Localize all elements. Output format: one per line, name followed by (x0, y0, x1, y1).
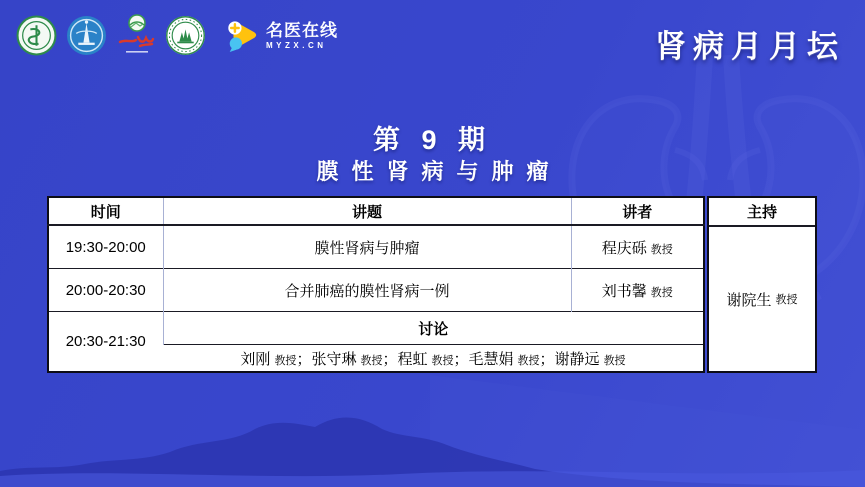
myzx-domain: MYZX.CN (266, 41, 327, 50)
header-speaker: 讲者 (571, 197, 704, 225)
table-row (48, 225, 704, 269)
session-topic: 合并肺癌的膜性肾病一例 (163, 269, 571, 312)
host-title: 教授 (775, 294, 798, 306)
host-column (707, 196, 817, 373)
topic-title: 膜性肾病与肿瘤 (316, 159, 562, 184)
speaker-title: 教授 (650, 243, 673, 256)
green-hospital-emblem-logo (16, 15, 57, 56)
blue-lighthouse-hospital-emblem-logo (66, 15, 107, 56)
header-time: 时间 (48, 197, 163, 225)
session-time: 20:00-20:30 (48, 269, 163, 312)
issue-title: 第 9 期 (372, 125, 493, 155)
logo-row (16, 13, 338, 57)
schedule-header-row (48, 197, 704, 225)
session-speaker (571, 225, 704, 269)
myzx-logo (225, 18, 338, 54)
trees-hospital-emblem-logo (165, 15, 206, 56)
myzx-play-plus-icon (225, 18, 259, 54)
header-topic: 讲题 (163, 197, 571, 225)
schedule-table (47, 196, 705, 373)
myzx-wordmark (266, 22, 338, 50)
host-name: 谢院生 (726, 291, 772, 309)
session-speaker (571, 269, 704, 312)
banner-title: 肾病月月坛 (655, 29, 845, 64)
host-cell (709, 227, 815, 371)
table-row (48, 269, 704, 312)
speaker-name: 程庆砾 (601, 239, 647, 257)
top-bar (16, 13, 845, 66)
mountain-silhouette (0, 375, 865, 487)
session-time: 20:30-21:30 (48, 312, 163, 373)
calligraphy-hospital-emblem-logo (116, 13, 156, 57)
speaker-name: 刘书馨 (601, 282, 647, 300)
myzx-name: 名医在线 (266, 21, 338, 40)
session-time: 19:30-20:00 (48, 225, 163, 269)
header-host: 主持 (709, 198, 815, 227)
discussion-participants: 刘刚 教授；张守琳 教授；程虹 教授；毛慧娟 教授；谢静远 教授 (163, 345, 704, 373)
speaker-title: 教授 (650, 286, 673, 299)
table-row (48, 312, 704, 345)
discussion-label: 讨论 (163, 312, 704, 345)
session-topic: 膜性肾病与肿瘤 (163, 225, 571, 269)
